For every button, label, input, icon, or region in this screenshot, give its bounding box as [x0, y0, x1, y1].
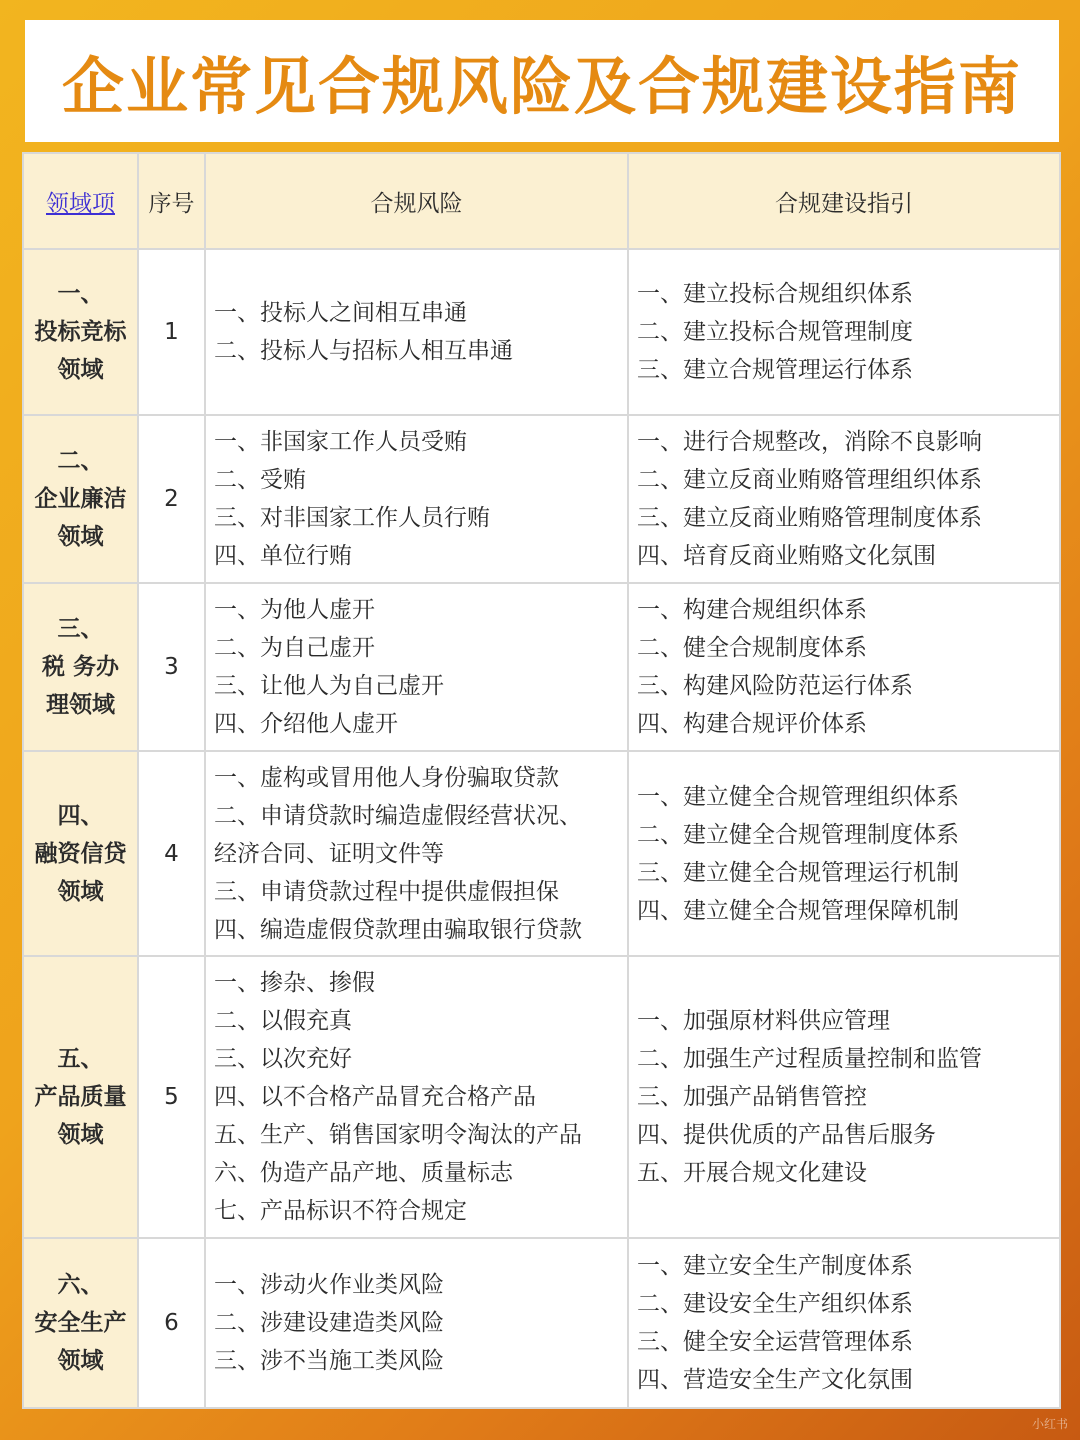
risks-cell	[205, 583, 628, 751]
risk-item: 二、为自己虚开	[214, 635, 375, 661]
domain-label-line: 三、	[57, 616, 104, 642]
table-header-row	[23, 153, 1060, 249]
guidance-item: 五、开展合规文化建设	[637, 1160, 867, 1186]
risk-item: 一、非国家工作人员受贿	[214, 429, 467, 455]
guidance-item: 二、建设安全生产组织体系	[637, 1291, 913, 1317]
risk-item: 五、生产、销售国家明令淘汰的产品	[214, 1122, 582, 1148]
guidance-item: 四、建立健全合规管理保障机制	[637, 897, 959, 924]
risk-item: 三、让他人为自己虚开	[214, 673, 444, 699]
domain-cell	[23, 751, 138, 956]
guidance-item: 一、建立健全合规管理组织体系	[637, 783, 959, 810]
domain-label-line: 六、	[57, 1272, 104, 1298]
risk-item: 二、投标人与招标人相互串通	[214, 338, 513, 364]
risk-item: 三、申请贷款过程中提供虚假担保	[214, 878, 559, 905]
guidance-item: 二、健全合规制度体系	[637, 635, 867, 661]
domain-label-line: 领域	[57, 1122, 104, 1148]
guidance-cell	[628, 583, 1060, 751]
risks-cell	[205, 415, 628, 583]
compliance-table	[22, 152, 1061, 1409]
index-cell: 5	[138, 956, 205, 1238]
domain-label-line: 安全生产	[34, 1310, 127, 1336]
guidance-item: 二、建立投标合规管理制度	[637, 319, 913, 345]
domain-label-line: 投标竞标	[34, 319, 127, 345]
guidance-item: 四、营造安全生产文化氛围	[637, 1367, 913, 1393]
risk-item: 二、申请贷款时编造虚假经营状况、	[214, 802, 582, 829]
table-row	[23, 956, 1060, 1238]
risk-item: 三、涉不当施工类风险	[214, 1348, 444, 1374]
risk-item: 四、编造虚假贷款理由骗取银行贷款	[214, 916, 582, 943]
risk-item: 七、产品标识不符合规定	[214, 1198, 467, 1224]
guidance-item: 二、建立健全合规管理制度体系	[637, 821, 959, 848]
guidance-cell	[628, 751, 1060, 956]
risk-item: 一、为他人虚开	[214, 597, 375, 623]
header-domain[interactable]	[23, 153, 138, 249]
compliance-table-container	[22, 152, 1059, 1408]
guidance-cell	[628, 956, 1060, 1238]
guidance-item: 四、构建合规评价体系	[637, 711, 867, 737]
guidance-item: 三、建立合规管理运行体系	[637, 357, 913, 383]
risk-item: 四、介绍他人虚开	[214, 711, 398, 737]
domain-cell	[23, 249, 138, 415]
domain-label-line: 理领域	[46, 692, 115, 718]
guidance-item: 三、构建风险防范运行体系	[637, 673, 913, 699]
watermark: 小红书	[1031, 1417, 1068, 1431]
header-risks: 合规风险	[205, 153, 628, 249]
domain-label-line: 领域	[57, 357, 104, 383]
domain-label-line: 领域	[57, 1348, 104, 1374]
domain-header-link[interactable]: 领域项	[46, 190, 115, 217]
domain-label-line: 领域	[57, 524, 104, 550]
risk-item: 三、以次充好	[214, 1046, 352, 1072]
guidance-item: 三、加强产品销售管控	[637, 1084, 867, 1110]
domain-label-line: 企业廉洁	[34, 486, 127, 512]
guidance-item: 一、建立投标合规组织体系	[637, 281, 913, 307]
risks-cell	[205, 751, 628, 956]
guidance-item: 四、培育反商业贿赂文化氛围	[637, 543, 936, 569]
domain-label-line: 领域	[57, 878, 104, 905]
risk-item: 四、以不合格产品冒充合格产品	[214, 1084, 536, 1110]
guidance-cell	[628, 415, 1060, 583]
risk-item: 三、对非国家工作人员行贿	[214, 505, 490, 531]
domain-cell	[23, 1238, 138, 1408]
risk-item: 经济合同、证明文件等	[214, 840, 444, 867]
table-row	[23, 751, 1060, 956]
guidance-item: 二、建立反商业贿赂管理组织体系	[637, 467, 982, 493]
header-guidance: 合规建设指引	[628, 153, 1060, 249]
risk-item: 二、以假充真	[214, 1008, 352, 1034]
risk-item: 二、受贿	[214, 467, 306, 493]
guidance-item: 一、构建合规组织体系	[637, 597, 867, 623]
risks-cell	[205, 956, 628, 1238]
guidance-item: 一、进行合规整改，消除不良影响	[637, 429, 982, 455]
table-row	[23, 583, 1060, 751]
domain-label-line: 一、	[57, 281, 104, 307]
index-cell: 6	[138, 1238, 205, 1408]
table-row	[23, 249, 1060, 415]
risk-item: 一、虚构或冒用他人身份骗取贷款	[214, 764, 559, 791]
domain-label-line: 五、	[57, 1046, 104, 1072]
domain-label-line: 二、	[57, 448, 104, 474]
table-row	[23, 415, 1060, 583]
guidance-cell	[628, 1238, 1060, 1408]
risk-item: 一、掺杂、掺假	[214, 970, 375, 996]
guidance-item: 四、提供优质的产品售后服务	[637, 1122, 936, 1148]
domain-label-line: 融资信贷	[34, 840, 127, 867]
domain-label-line: 四、	[57, 802, 104, 829]
title-banner	[25, 20, 1059, 142]
guidance-item: 一、建立安全生产制度体系	[637, 1253, 913, 1279]
risk-item: 二、涉建设建造类风险	[214, 1310, 444, 1336]
domain-cell	[23, 583, 138, 751]
domain-cell	[23, 956, 138, 1238]
risk-item: 一、涉动火作业类风险	[214, 1272, 444, 1298]
risks-cell	[205, 1238, 628, 1408]
page-title: 企业常见合规风险及合规建设指南	[61, 49, 1022, 123]
risk-item: 一、投标人之间相互串通	[214, 300, 467, 326]
guidance-item: 二、加强生产过程质量控制和监管	[637, 1046, 982, 1072]
domain-cell	[23, 415, 138, 583]
domain-label-line: 税 务办	[41, 654, 119, 680]
index-cell: 2	[138, 415, 205, 583]
risk-item: 六、伪造产品产地、质量标志	[214, 1160, 513, 1186]
index-cell: 3	[138, 583, 205, 751]
header-index: 序号	[138, 153, 205, 249]
index-cell: 1	[138, 249, 205, 415]
guidance-item: 一、加强原材料供应管理	[637, 1008, 890, 1034]
table-row	[23, 1238, 1060, 1408]
guidance-cell	[628, 249, 1060, 415]
table-body	[23, 249, 1060, 1408]
guidance-item: 三、建立反商业贿赂管理制度体系	[637, 505, 982, 531]
domain-label-line: 产品质量	[34, 1084, 127, 1110]
guidance-item: 三、建立健全合规管理运行机制	[637, 859, 959, 886]
index-cell: 4	[138, 751, 205, 956]
risks-cell	[205, 249, 628, 415]
risk-item: 四、单位行贿	[214, 543, 352, 569]
guidance-item: 三、健全安全运营管理体系	[637, 1329, 913, 1355]
